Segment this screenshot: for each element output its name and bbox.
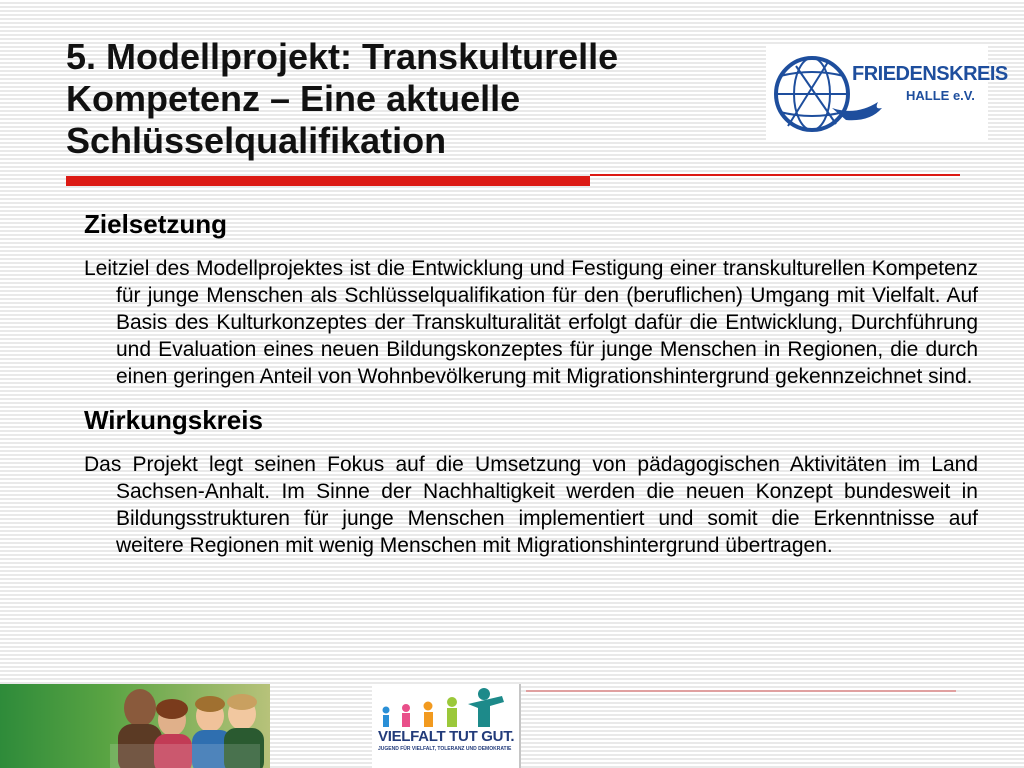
title-line-2: Kompetenz – Eine aktuelle bbox=[66, 78, 521, 119]
section-heading-zielsetzung: Zielsetzung bbox=[84, 209, 228, 239]
title-line-1: 5. Modellprojekt: Transkulturelle bbox=[66, 36, 619, 77]
slide-body bbox=[84, 207, 978, 559]
title-line-3: Schlüsselqualifikation bbox=[66, 120, 447, 161]
vielfalt-tut-gut-logo bbox=[372, 684, 520, 768]
footer-rule bbox=[526, 690, 956, 692]
young-people-photo bbox=[0, 684, 270, 768]
slide-title bbox=[66, 36, 766, 162]
figures-icon bbox=[372, 684, 520, 728]
section-text-zielsetzung: Leitziel des Modellprojektes ist die Entwicklung und Festigung einer transkulturellen Kompetenz für junge Menschen als Schlüsselqualifikation für den (beruflichen) Umgang mit Vielfalt. Auf Basis des Kulturkonzeptes der Transkulturalität erfolgt dafür die Entwicklung, Durchführung und Evaluation eines neuen Bildungskonzeptes für junge Menschen in Regionen, die durch einen geringen Anteil von Wohnbevölkerung mit Migrationshintergrund gekennzeichnet sind. bbox=[84, 257, 978, 388]
title-underline bbox=[66, 176, 590, 186]
section-heading-wirkungskreis: Wirkungskreis bbox=[84, 405, 263, 435]
program-logo-text: VIELFALT TUT GUT. bbox=[378, 728, 515, 745]
section-text-wirkungskreis: Das Projekt legt seinen Fokus auf die Umsetzung von pädagogischen Aktivitäten im Land Sachsen-Anhalt. Im Sinne der Nachhaltigkeit werden die neuen Konzept bundesweit in Bildungsstrukturen für junge Menschen implementiert und somit die Erkenntnisse auf weitere Regionen mit wenig Menschen mit Migrationshintergrund übertragen. bbox=[84, 453, 978, 557]
logo-name: FRIEDENSKREIS bbox=[852, 63, 1008, 85]
friedenskreis-logo bbox=[766, 46, 1008, 142]
footer-divider bbox=[519, 684, 521, 768]
people-image-icon bbox=[0, 684, 270, 768]
logo-city: HALLE e.V. bbox=[906, 88, 975, 103]
program-logo-subtext: JUGEND FÜR VIELFALT, TOLERANZ UND DEMOKRATIE bbox=[378, 746, 512, 752]
title-underline-thin bbox=[590, 174, 960, 176]
